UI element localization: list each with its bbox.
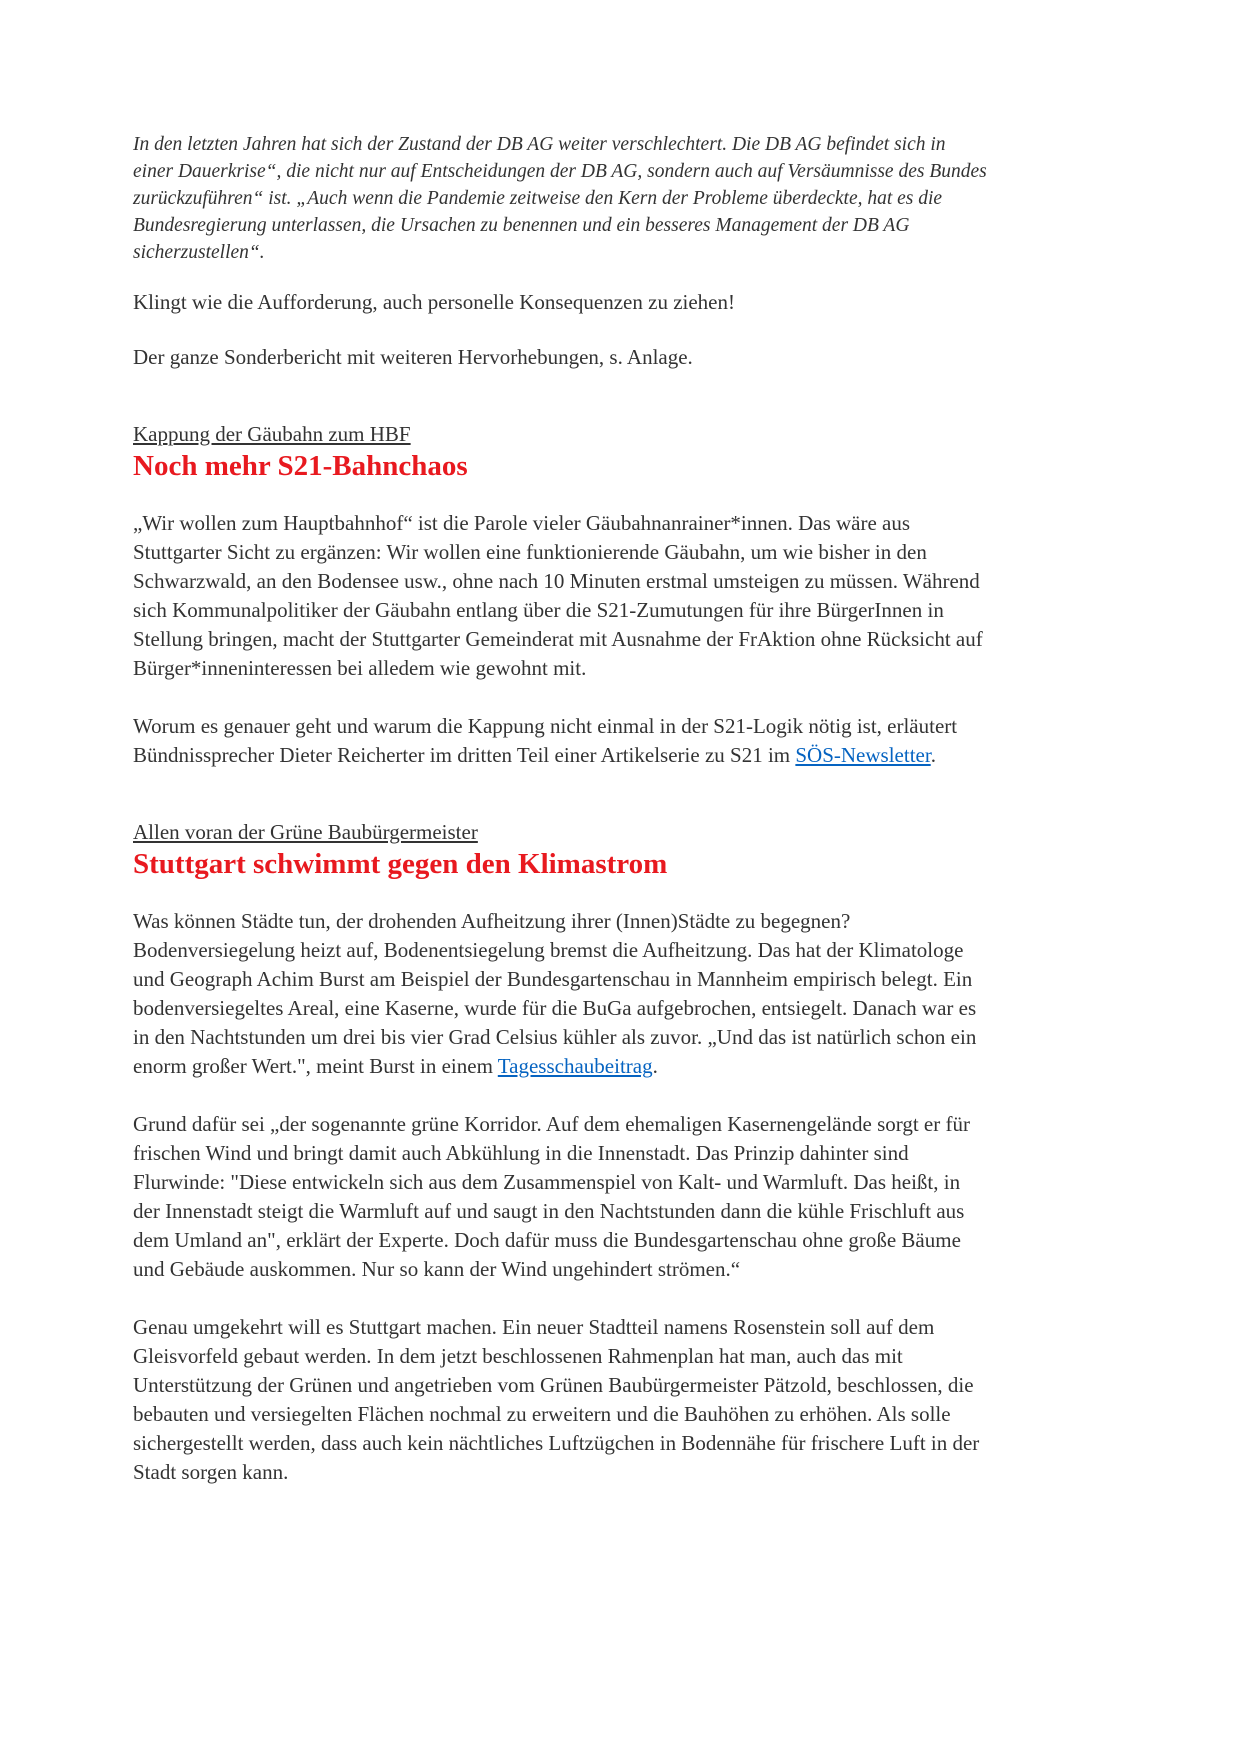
paragraph-text: .: [930, 743, 936, 767]
section-s21-bahnchaos: [133, 420, 989, 770]
section-headline: Stuttgart schwimmt gegen den Klimastrom: [133, 848, 668, 880]
document-content: [133, 131, 989, 1487]
section-paragraph: [133, 712, 989, 770]
paragraph-text: Worum es genauer geht und warum die Kappung nicht einmal in der S21-Logik nötig ist, erläutert Bündnissprecher Dieter Reicherter im dritten Teil einer Artikelserie zu S21 im: [133, 714, 958, 767]
section-kicker: Allen voran der Grüne Baubürgermeister: [133, 820, 478, 844]
section-klimastrom: [133, 818, 989, 1487]
intro-quote-paragraph: In den letzten Jahren hat sich der Zustand der DB AG weiter verschlechtert. Die DB AG befindet sich in einer Dauerkrise“, die nicht nur auf Entscheidungen der DB AG, sondern auch auf Versäumnisse des Bundes zurückzuführen“ ist. „Auch wenn die Pandemie zeitweise den Kern der Probleme überdeckte, hat es die Bundesregierung unterlassen, die Ursachen zu benennen und ein besseres Management der DB AG sicherzustellen“.: [133, 134, 987, 263]
section-paragraph: „Wir wollen zum Hauptbahnhof“ ist die Parole vieler Gäubahnanrainer*innen. Das wäre aus Stuttgarter Sicht zu ergänzen: Wir wollen eine funktionierende Gäubahn, um wie bisher in den Schwarzwald, an den Bodensee usw., ohne nach 10 Minuten erstmal umsteigen zu müssen. Während sich Kommunalpolitiker der Gäubahn entlang über die S21-Zumutungen für ihre BürgerInnen in Stellung bringen, macht der Stuttgarter Gemeinderat mit Ausnahme der FrAktion ohne Rücksicht auf Bürger*inneninteressen bei alledem wie gewohnt mit.: [133, 511, 983, 680]
section-headline: Noch mehr S21-Bahnchaos: [133, 450, 468, 482]
paragraph-text: Was können Städte tun, der drohenden Aufheitzung ihrer (Innen)Städte zu begegnen? Bodenversiegelung heizt auf, Bodenentsiegelung bremst die Aufheitzung. Das hat der Klimatologe und Geograph Achim Burst am Beispiel der Bundesgartenschau in Mannheim empirisch belegt. Ein bodenversiegeltes Areal, eine Kaserne, wurde für die BuGa aufgebrochen, entsiegelt. Danach war es in den Nachtstunden um drei bis vier Grad Celsius kühler als zuvor. „Und das ist natürlich schon ein enorm großer Wert.", meint Burst in einem: [133, 909, 977, 1078]
intro-comment-paragraph: Klingt wie die Aufforderung, auch personelle Konsequenzen zu ziehen!: [133, 290, 735, 314]
sos-newsletter-link[interactable]: SÖS-Newsletter: [795, 743, 931, 767]
section-paragraph: Grund dafür sei „der sogenannte grüne Korridor. Auf dem ehemaligen Kasernengelände sorgt er für frischen Wind und bringt damit auch Abkühlung in die Innenstadt. Das Prinzip dahinter sind Flurwinde: "Diese entwickeln sich aus dem Zusammenspiel von Kalt- und Warmluft. Das heißt, in der Innenstadt steigt die Warmluft auf und saugt in den Nachtstunden dann die kühle Frischluft aus dem Umland an", erklärt der Experte. Doch dafür muss die Bundesgartenschau ohne große Bäume und Gebäude auskommen. Nur so kann der Wind ungehindert strömen.“: [133, 1112, 970, 1281]
section-paragraph: [133, 907, 989, 1081]
paragraph-text: .: [652, 1054, 658, 1078]
tagesschau-link[interactable]: Tagesschaubeitrag: [497, 1054, 653, 1078]
section-kicker: Kappung der Gäubahn zum HBF: [133, 422, 411, 446]
section-paragraph: Genau umgekehrt will es Stuttgart machen. Ein neuer Stadtteil namens Rosenstein soll auf dem Gleisvorfeld gebaut werden. In dem jetzt beschlossenen Rahmenplan hat man, auch das mit Unterstützung der Grünen und angetrieben vom Grünen Baubürgermeister Pätzold, beschlossen, die bebauten und versiegelten Flächen nochmal zu erweitern und die Bauhöhen zu erhöhen. Als solle sichergestellt werden, dass auch kein nächtliches Luftzügchen in Bodennähe für frischere Luft in der Stadt sorgen kann.: [133, 1315, 980, 1484]
attachment-note-paragraph: Der ganze Sonderbericht mit weiteren Hervorhebungen, s. Anlage.: [133, 345, 693, 369]
